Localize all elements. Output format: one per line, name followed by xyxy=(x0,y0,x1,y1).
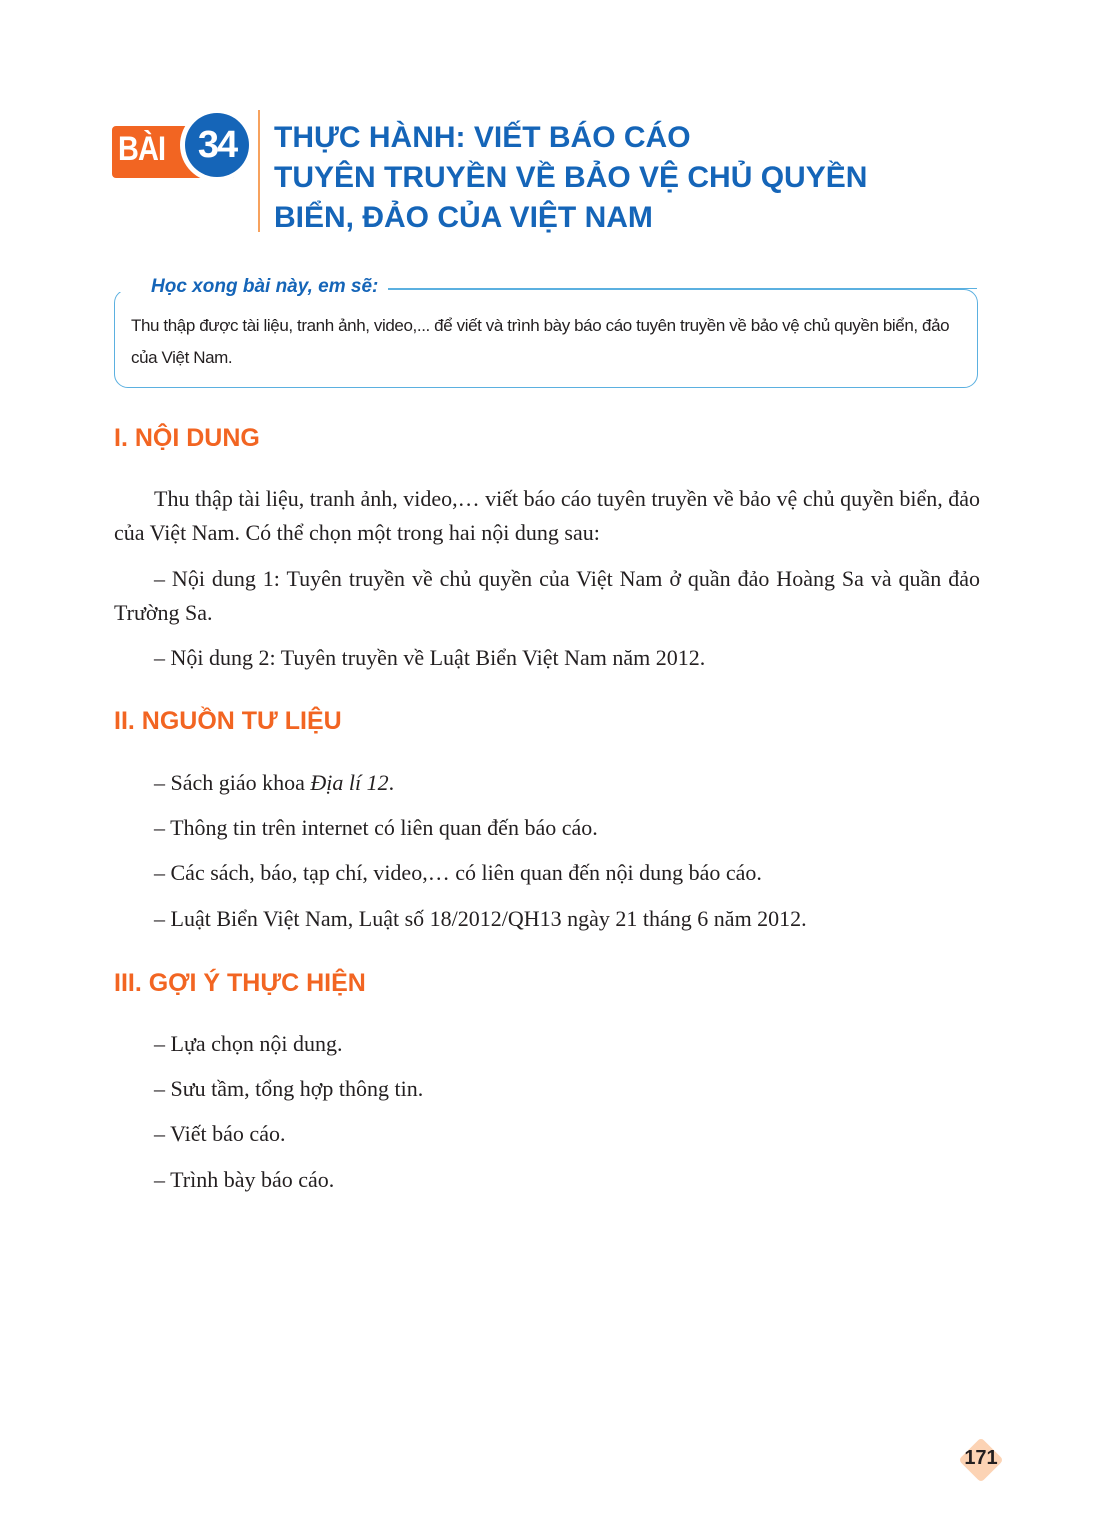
source-item: – Thông tin trên internet có liên quan đến báo cáo. xyxy=(154,815,598,840)
lesson-header xyxy=(112,108,992,238)
source-item xyxy=(154,768,394,798)
page-number: 171 xyxy=(964,1447,998,1469)
lesson-title-line: THỰC HÀNH: VIẾT BÁO CÁO xyxy=(274,121,691,154)
section-heading-content: I. NỘI DUNG xyxy=(114,424,260,452)
suggestion-item: – Lựa chọn nội dung. xyxy=(154,1031,343,1056)
objectives-label-rule xyxy=(383,288,977,289)
lesson-title xyxy=(274,118,994,238)
objectives-label: Học xong bài này, em sẽ: xyxy=(143,274,388,300)
objectives-box xyxy=(114,276,978,388)
lesson-number: 34 xyxy=(185,113,249,177)
source-item-book-title: Địa lí 12 xyxy=(310,770,389,795)
lesson-title-line: BIỂN, ĐẢO CỦA VIỆT NAM xyxy=(274,201,653,234)
source-item: – Luật Biển Việt Nam, Luật số 18/2012/QH13 ngày 21 tháng 6 năm 2012. xyxy=(154,906,807,931)
suggestion-item: – Trình bày báo cáo. xyxy=(154,1167,335,1192)
header-divider xyxy=(258,110,260,232)
content-option-2: – Nội dung 2: Tuyên truyền về Luật Biển Việt Nam năm 2012. xyxy=(154,645,706,670)
suggestion-item: – Sưu tầm, tổng hợp thông tin. xyxy=(154,1076,424,1101)
source-item-prefix: – Sách giáo khoa xyxy=(154,770,311,795)
section-heading-suggestions: III. GỢI Ý THỰC HIỆN xyxy=(114,969,366,997)
lesson-number-circle xyxy=(180,108,254,182)
objectives-border-gap xyxy=(115,286,145,292)
source-item: – Các sách, báo, tạp chí, video,… có liên quan đến nội dung báo cáo. xyxy=(154,860,762,885)
lesson-title-line: TUYÊN TRUYỀN VỀ BẢO VỆ CHỦ QUYỀN xyxy=(274,161,868,194)
page-number-badge xyxy=(958,1437,1004,1483)
content-intro: Thu thập tài liệu, tranh ảnh, video,… viết báo cáo tuyên truyền về bảo vệ chủ quyền biển, đảo của Việt Nam. Có thể chọn một trong hai nội dung sau: xyxy=(114,486,980,545)
source-item-suffix: . xyxy=(388,770,395,795)
content-option-1: – Nội dung 1: Tuyên truyền về chủ quyền của Việt Nam ở quần đảo Hoàng Sa và quần đảo Trường Sa. xyxy=(114,566,980,625)
suggestion-item: – Viết báo cáo. xyxy=(154,1121,286,1146)
objectives-text: Thu thập được tài liệu, tranh ảnh, video,... để viết và trình bày báo cáo tuyên truyền về bảo vệ chủ quyền biển, đảo của Việt Nam. xyxy=(131,316,950,367)
lesson-badge-label: BÀI xyxy=(118,130,166,168)
section-heading-sources: II. NGUỒN TƯ LIỆU xyxy=(114,707,342,735)
